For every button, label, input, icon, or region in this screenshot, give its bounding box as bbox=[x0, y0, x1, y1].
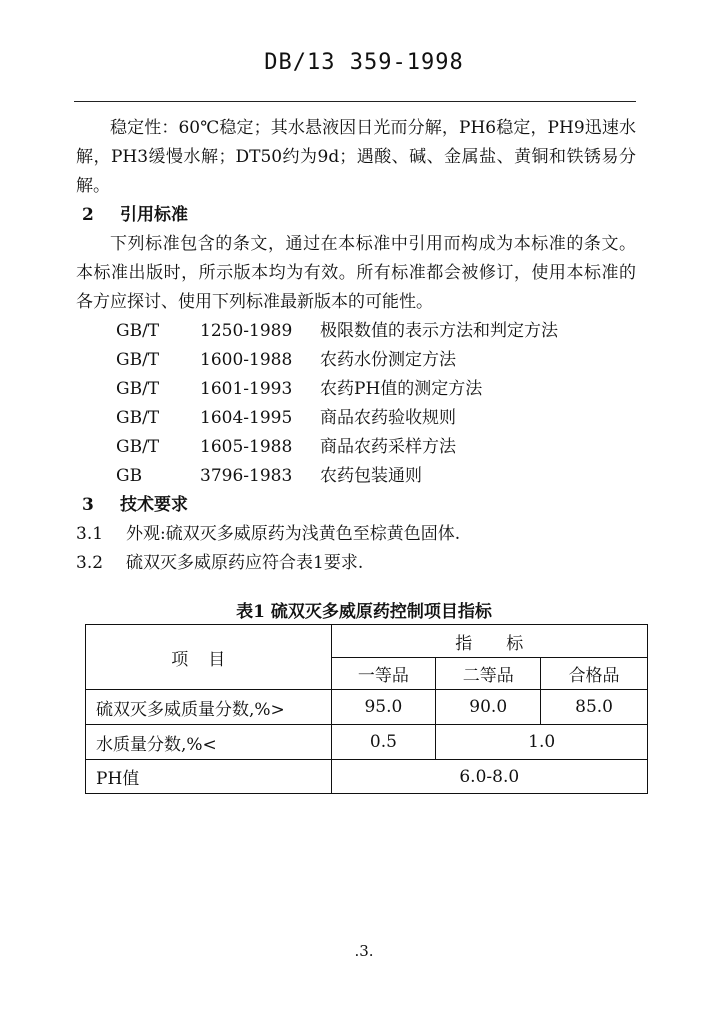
document-body bbox=[76, 114, 636, 578]
grade-header-qualified: 合格品 bbox=[541, 658, 648, 690]
standard-title: 农药水份测定方法 bbox=[320, 350, 456, 370]
table-row bbox=[86, 760, 648, 794]
clause-number: 3.2 bbox=[76, 553, 104, 573]
section-2-title: 引用标准 bbox=[120, 205, 188, 225]
section-2-heading bbox=[76, 201, 636, 230]
standard-code: GB/T bbox=[116, 437, 160, 457]
table-title: 表1 硫双灭多威原药控制项目指标 bbox=[236, 602, 492, 622]
standard-row bbox=[76, 317, 636, 346]
standard-row bbox=[76, 375, 636, 404]
standard-code: GB/T bbox=[116, 350, 160, 370]
standard-row bbox=[76, 433, 636, 462]
item-column-header: 项目 bbox=[86, 625, 332, 690]
standard-number: 1605-1988 bbox=[200, 437, 293, 457]
standard-title: 农药PH值的测定方法 bbox=[320, 379, 483, 399]
standard-code: GB bbox=[116, 466, 143, 486]
table-header-row bbox=[86, 625, 648, 658]
item-name: PH值 bbox=[86, 760, 332, 794]
value-qualified: 85.0 bbox=[541, 690, 648, 725]
standard-row bbox=[76, 462, 636, 491]
clause-3-1 bbox=[76, 520, 636, 549]
section-3-number: 3 bbox=[82, 495, 94, 515]
standard-number: 1600-1988 bbox=[200, 350, 293, 370]
value-first: 95.0 bbox=[331, 690, 436, 725]
standard-title: 商品农药采样方法 bbox=[320, 437, 456, 457]
standard-row bbox=[76, 404, 636, 433]
standard-number: 1250-1989 bbox=[200, 321, 293, 341]
header-divider bbox=[74, 101, 636, 102]
value-first: 0.5 bbox=[331, 725, 436, 760]
clause-3-2 bbox=[76, 549, 636, 578]
index-column-header: 指 标 bbox=[331, 625, 647, 658]
section-2-paragraph: 下列标准包含的条文，通过在本标准中引用而构成为本标准的条文。本标准出版时，所示版本均为有效。所有标准都会被修订，使用本标准的各方应探讨、使用下列标准最新版本的可能性。 bbox=[76, 234, 636, 312]
section-3-heading bbox=[76, 491, 636, 520]
section-2-number: 2 bbox=[82, 205, 94, 225]
page-number: .3. bbox=[354, 942, 374, 960]
standard-title: 农药包装通则 bbox=[320, 466, 422, 486]
standard-number: 3796-1983 bbox=[200, 466, 293, 486]
table-row bbox=[86, 690, 648, 725]
standard-title: 极限数值的表示方法和判定方法 bbox=[320, 321, 558, 341]
section-3-title: 技术要求 bbox=[120, 495, 188, 515]
grade-header-first: 一等品 bbox=[331, 658, 436, 690]
stability-paragraph: 稳定性：60℃稳定；其水悬液因日光而分解，PH6稳定，PH9迅速水解，PH3缓慢水解；DT50约为9d；遇酸、碱、金属盐、黄铜和铁锈易分解。 bbox=[76, 118, 636, 196]
standard-code: GB/T bbox=[116, 408, 160, 428]
standard-code: GB/T bbox=[116, 379, 160, 399]
value-second-qualified: 1.0 bbox=[436, 725, 648, 760]
standard-code: GB/T bbox=[116, 321, 160, 341]
value-second: 90.0 bbox=[436, 690, 541, 725]
table-row bbox=[86, 725, 648, 760]
specification-table bbox=[85, 624, 648, 794]
clause-text: 外观:硫双灭多威原药为浅黄色至棕黄色固体. bbox=[126, 524, 461, 544]
standard-title: 商品农药验收规则 bbox=[320, 408, 456, 428]
referenced-standards-list bbox=[76, 317, 636, 491]
item-name: 硫双灭多威质量分数,%> bbox=[86, 690, 332, 725]
standard-number: 1601-1993 bbox=[200, 379, 293, 399]
grade-header-second: 二等品 bbox=[436, 658, 541, 690]
document-code: DB/13 359-1998 bbox=[264, 50, 464, 75]
standard-row bbox=[76, 346, 636, 375]
clause-number: 3.1 bbox=[76, 524, 104, 544]
item-name: 水质量分数,%< bbox=[86, 725, 332, 760]
standard-number: 1604-1995 bbox=[200, 408, 293, 428]
value-all-grades: 6.0-8.0 bbox=[331, 760, 647, 794]
clause-text: 硫双灭多威原药应符合表1要求. bbox=[126, 553, 364, 573]
